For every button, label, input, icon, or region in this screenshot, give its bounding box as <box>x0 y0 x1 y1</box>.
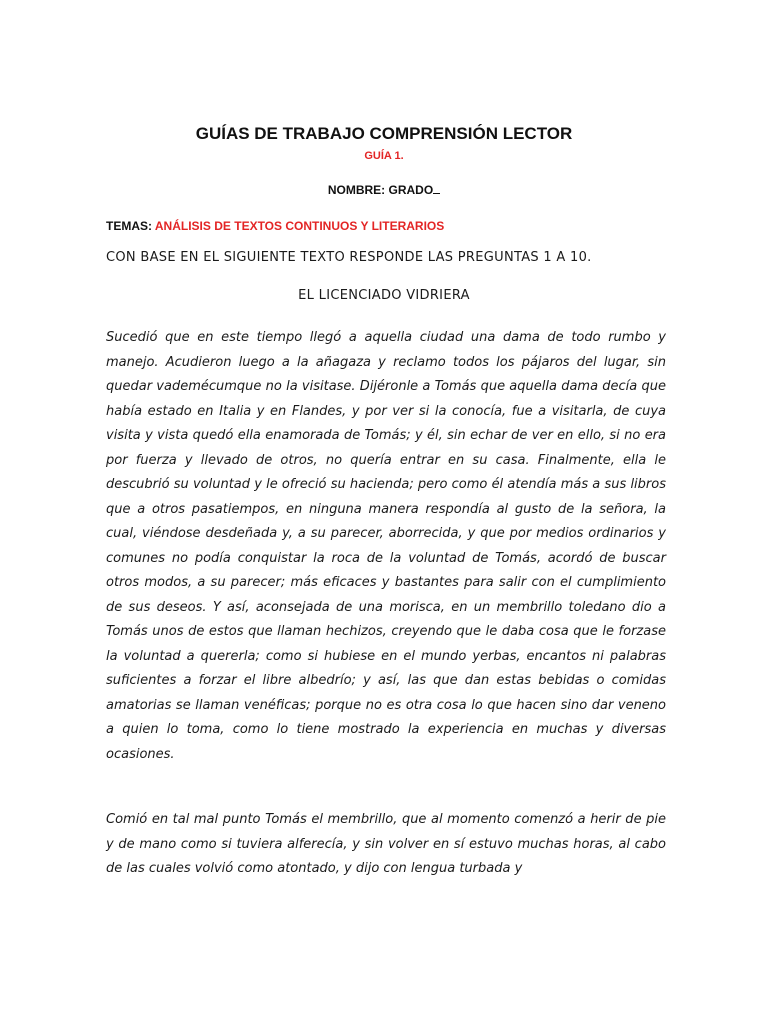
story-paragraph-1: Sucedió que en este tiempo llegó a aquella ciudad una dama de todo rumbo y manejo. Acudieron luego a la añagaza y reclamo todos los pájaros del lugar, sin quedar vademécumque no la visitase. Dijéronle a Tomás que aquella dama decía que había estado en Italia y en Flandes, y por ver si la conocía, fue a visitarla, de cuya visita y vista quedó ella enamorada de Tomás; y él, sin echar de ver en ello, si no era por fuerza y llevado de otros, no quería entrar en su casa. Finalmente, ella le descubrió su voluntad y le ofreció su hacienda; pero como él atendía más a sus libros que a otros pasatiempos, en ninguna manera respondía al gusto de la señora, la cual, viéndose desdeñada y, a su parecer, aborrecida, y que por medios ordinarios y comunes no podía conquistar la roca de la voluntad de Tomás, acordó de buscar otros modos, a su parecer; más eficaces y bastantes para salir con el cumplimiento de sus deseos. Y así, aconsejada de una morisca, en un membrillo toledano dio a Tomás unos de estos que llaman hechizos, creyendo que le daba cosa que le forzase la voluntad a quererla; como si hubiese en el mundo yerbas, encantos ni palabras suficientes a forzar el libre albedrío; y así, las que dan estas bebidas o comidas amatorias se llaman venéficas; porque no es otra cosa lo que hacen sino dar veneno a quien lo toma, como lo tiene mostrado la experiencia en muchas y diversas ocasiones. <box>106 330 666 762</box>
document-title: GUÍAS DE TRABAJO COMPRENSIÓN LECTOR <box>195 124 573 143</box>
instruction-text: CON BASE EN EL SIGUIENTE TEXTO RESPONDE LAS PREGUNTAS 1 A 10. <box>106 250 592 265</box>
name-grade-line <box>0 182 768 197</box>
name-grade-label: NOMBRE: GRADO <box>327 183 434 197</box>
story-title: EL LICENCIADO VIDRIERA <box>298 288 470 303</box>
topics-value: ANÁLISIS DE TEXTOS CONTINUOS Y LITERARIOS <box>154 219 445 233</box>
story-paragraph-2: Comió en tal mal punto Tomás el membrillo, que al momento comenzó a herir de pie y de mano como si tuviera alferecía, y sin volver en sí estuvo muchas horas, al cabo de las cuales volvió como atontado, y dijo con lengua turbada y <box>106 812 666 876</box>
guide-number: GUÍA 1. <box>364 150 404 162</box>
topics-line <box>106 219 444 233</box>
grade-blank <box>433 182 440 194</box>
topics-label: TEMAS: <box>106 219 152 233</box>
